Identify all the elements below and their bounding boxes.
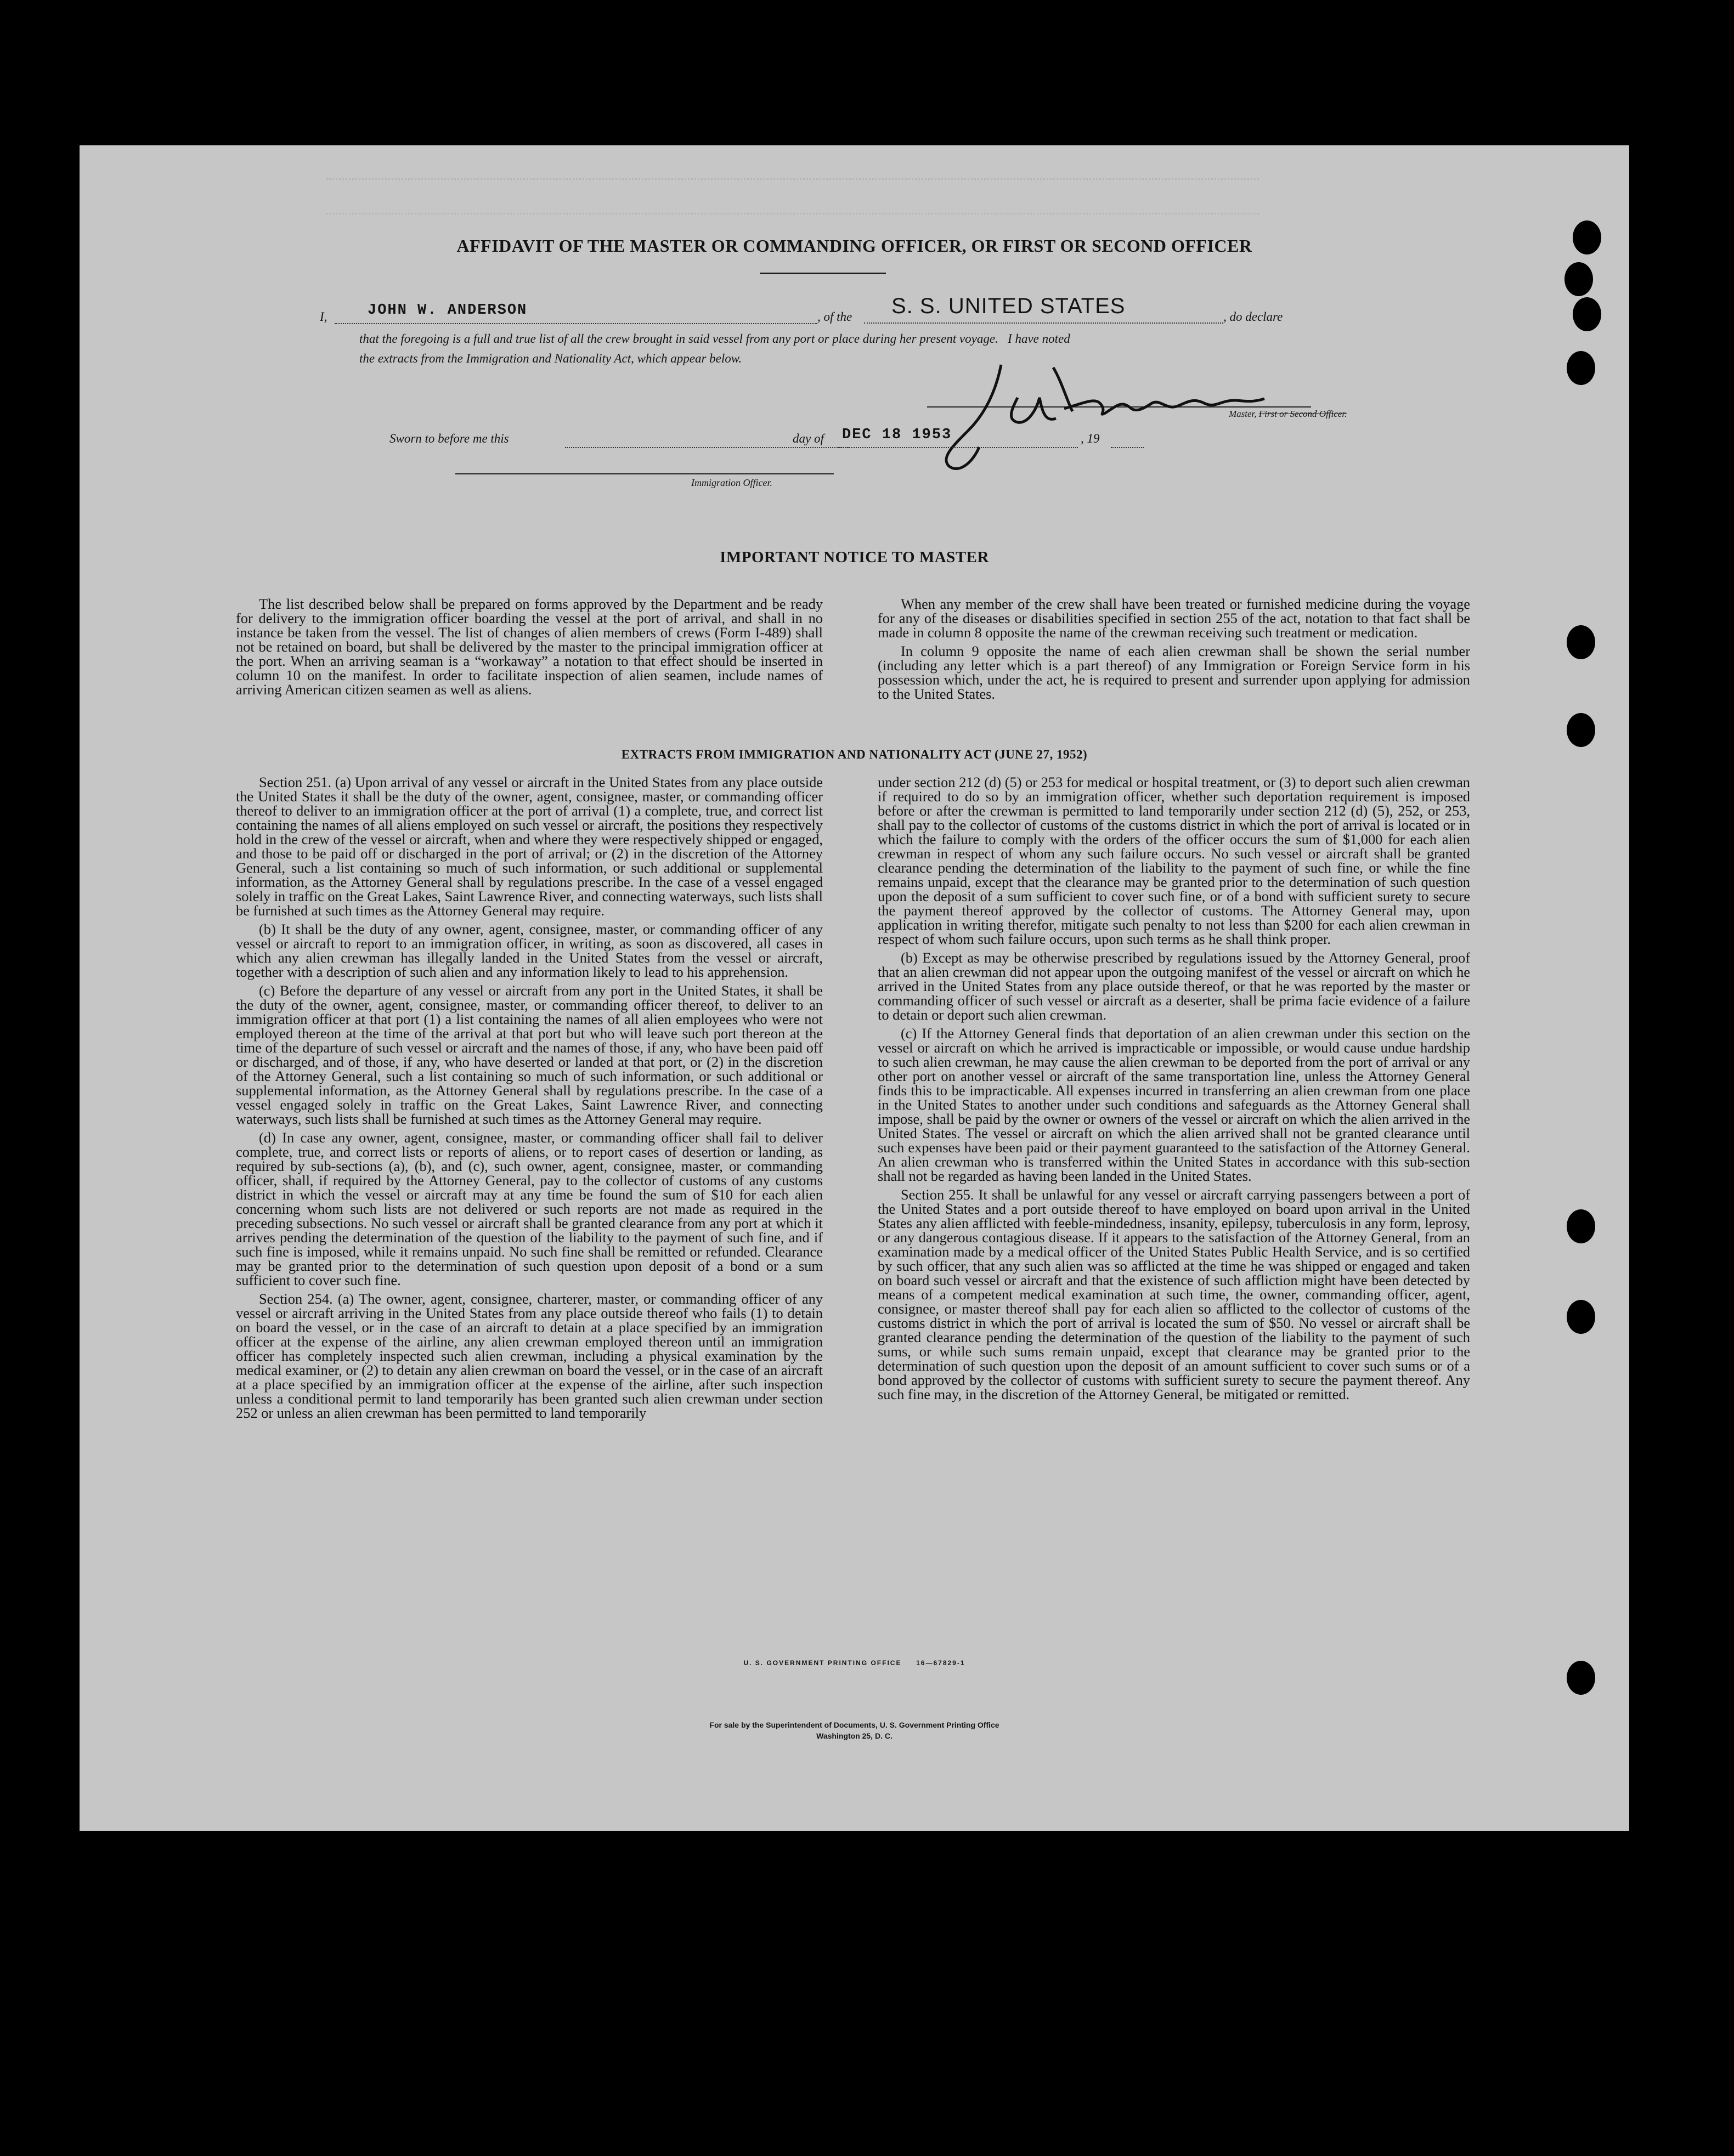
i-label: I, xyxy=(320,310,327,324)
extracts-heading: EXTRACTS FROM IMMIGRATION AND NATIONALITY ACT (JUNE 27, 1952) xyxy=(621,748,1088,761)
section-251-a: Section 251. (a) Upon arrival of any vessel or aircraft in the United States from any place outside the United States it shall be the duty of the owner, agent, consignee, master, or commanding officer thereof to deliver to an immigration officer at the port of arrival (1) a complete, true, and correct list containing the names of all aliens employed on such vessel or aircraft, the positions they respectively hold in the crew of the vessel or aircraft, when and where they were respectively shipped or engaged, and those to be paid off or discharged in the port of arrival; or (2) in the discretion of the Attorney General, such a list containing so much of such information, or such additional or supplemental information, as the Attorney General shall by regulations prescribe. In the case of a vessel engaged solely in traffic on the Great Lakes, Saint Lawrence River, and connecting waterways, such lists shall be furnished at such times as the Attorney General may require. xyxy=(236,774,823,919)
date-value: DEC 18 1953 xyxy=(842,427,952,443)
title-rule xyxy=(760,273,886,274)
immigration-officer-caption: Immigration Officer. xyxy=(691,477,772,488)
section-254-a: Section 254. (a) The owner, agent, consignee, charterer, master, or commanding officer of any vessel or aircraft arriving in the United States from any place outside thereof who fails (1) to detain on board the vessel, or in the case of an aircraft to detain at a place specified by an immigration officer at the expense of the airline, any alien crewman employed thereon until an immigration officer has completely inspected such alien crewman, including a physical examination by the medical examiner, or (2) to detain any alien crewman on board the vessel, or in the case of an aircraft at a place specified by an immigration officer at the expense of the airline, after such inspection unless a conditional permit to land temporarily has been granted such alien crewman under section 252 or unless an alien crewman has been permitted to land temporarily xyxy=(236,1291,823,1421)
of-the-label: , of the xyxy=(817,310,852,324)
year-field xyxy=(1111,431,1144,448)
section-251-c: (c) Before the departure of any vessel or aircraft from any port in the United States, it shall be the duty of the owner, agent, consignee, master, or commanding officer thereof, to deliver to an immigration officer at that port (1) a list containing the names of all alien employees who were not employed thereon at the time of the arrival at that port but who will leave such port thereon at the time of the departure of such vessel or aircraft and the names of those, if any, who have been paid off or discharged, and of those, if any, who have deserted or landed at that port, or (2) in the discretion of the Attorney General, such a list containing so much of such information, or such additional or supplemental information, as the Attorney General shall by regulations prescribe. In the case of a vessel engaged solely in traffic on the Great Lakes, Saint Lawrence River, and connecting waterways, such lists shall be furnished at such times as the Attorney General may require. xyxy=(236,982,823,1127)
sale-line-1: For sale by the Superintendent of Documents, U. S. Government Printing Office xyxy=(709,1721,999,1729)
sworn-label: Sworn to before me this xyxy=(389,432,509,445)
punch-hole xyxy=(1567,1209,1595,1243)
punch-hole xyxy=(1567,351,1595,385)
notice-right-column xyxy=(878,597,1470,701)
notice-title: IMPORTANT NOTICE TO MASTER xyxy=(720,548,989,566)
date-field xyxy=(837,422,1078,448)
notice-left-paragraph: The list described below shall be prepared on forms approved by the Department and be ready for delivery to the immigration officer boarding the vessel at the port of arrival, and shall in no instance be taken from the vessel. The list of changes of alien members of crews (Form I-489) shall not be retained on board, but shall be delivered by the master to the principal immigration officer at the port. When an arriving seaman is a “workaway” a notation to that effect should be inserted in column 10 on the manifest. In order to facilitate inspection of alien seamen, include names of arriving American citizen seamen as well as aliens. xyxy=(236,596,823,698)
punch-hole xyxy=(1567,1300,1595,1334)
section-254-b: (b) Except as may be otherwise prescribed by regulations issued by the Attorney General, proof that an alien crewman did not appear upon the outgoing manifest of the vessel or aircraft on which he arrived in the United States from any place outside thereof, or that he was reported by the master or commanding officer of such vessel or aircraft as a deserter, shall be prima facie evidence of a failure to detain or deport such alien crewman. xyxy=(878,949,1470,1023)
signature-caption xyxy=(1229,409,1347,420)
printer-line: U. S. GOVERNMENT PRINTING OFFICE 16—67829-1 xyxy=(743,1659,965,1667)
vessel-name-field xyxy=(864,291,1223,324)
caption-struck: First or Second Officer. xyxy=(1258,409,1347,419)
master-name-field xyxy=(335,295,817,324)
do-declare-label: , do declare xyxy=(1223,310,1283,324)
declaration-line-2: the extracts from the Immigration and Nationality Act, which appear below. xyxy=(359,352,742,365)
master-name: JOHN W. ANDERSON xyxy=(368,302,528,319)
punch-hole xyxy=(1564,262,1593,296)
immigration-officer-line xyxy=(455,473,834,474)
notice-right-paragraph-2: In column 9 opposite the name of each alien crewman shall be shown the serial number (including any letter which is a part thereof) of any Immigration or Foreign Service form in his possession which, under the act, he is required to present and surrender upon applying for admission to the United States. xyxy=(878,643,1470,702)
extracts-left-column xyxy=(236,775,823,1420)
punch-hole xyxy=(1567,1661,1595,1695)
day-of-label: day of xyxy=(793,432,824,445)
vessel-name: S. S. UNITED STATES xyxy=(891,294,1126,318)
section-254-a-cont: under section 212 (d) (5) or 253 for medical or hospital treatment, or (3) to deport such alien crewman if required to do so by an immigration officer, whether such deportation requirement is imposed before or after the crewman is permitted to land temporarily under section 212 (d) (5), 252, or 253, shall pay to the collector of customs of the customs district in which the port of arrival is located or in which the failure to comply with the orders of the officer occurs the sum of $1,000 for each alien crewman in respect of whom any such failure occurs. No such vessel or aircraft shall be granted clearance pending the determination of the liability to the payment of such fine, or while the fine remains unpaid, except that the clearance may be granted prior to the determination of such question upon the deposit of a sum sufficient to cover such fine, or of a bond with sufficient surety to secure the payment thereof approved by the collector of customs. The Attorney General may, upon application in writing therefor, mitigate such penalty to not less than $200 for each alien crewman in respect of whom such failure occurs, upon such terms as he shall think proper. xyxy=(878,774,1470,947)
punch-hole xyxy=(1573,297,1601,331)
section-251-b: (b) It shall be the duty of any owner, agent, consignee, master, or commanding officer of any vessel or aircraft to report to an immigration officer, in writing, as soon as discovered, all cases in which any alien crewman has illegally landed in the United States from the vessel or aircraft, together with a description of such alien and any information likely to lead to his apprehension. xyxy=(236,921,823,980)
notice-right-paragraph-1: When any member of the crew shall have been treated or furnished medicine during the voyage for any of the diseases or disabilities specified in section 255 of the act, notation to that fact shall be made in column 8 opposite the name of the crewman receiving such treatment or medication. xyxy=(878,596,1470,641)
affidavit-title: AFFIDAVIT OF THE MASTER OR COMMANDING OFFICER, OR FIRST OR SECOND OFFICER xyxy=(456,236,1252,256)
bleed-through-header xyxy=(326,178,1259,214)
section-251-d: (d) In case any owner, agent, consignee, master, or commanding officer shall fail to deliver complete, true, and correct lists or reports of aliens, or to report cases of desertion or landing, as required by sub-sections (a), (b), and (c), such owner, agent, consignee, master, or commanding officer, shall, if required by the Attorney General, pay to the collector of customs of any customs district in which the vessel or aircraft may at any time be found the sum of $10 for each alien concerning whom such lists are not delivered or such reports are not made as required in the preceding subsections. No such vessel or aircraft shall be granted clearance from any port at which it arrives pending the determination of the question of the liability to the payment of such fine, and if such fine is imposed, while it remains unpaid. No such fine shall be remitted or refunded. Clearance may be granted prior to the determination of such question upon deposit of a bond or a sum sufficient to cover such fine. xyxy=(236,1129,823,1288)
declaration-line-1: that the foregoing is a full and true list of all the crew brought in said vessel from any port or place during her present voyage. I have noted xyxy=(359,332,1070,346)
sale-line-2: Washington 25, D. C. xyxy=(816,1731,893,1740)
form-page xyxy=(80,145,1629,1831)
punch-hole xyxy=(1567,625,1595,659)
punch-hole xyxy=(1573,220,1601,254)
punch-hole xyxy=(1567,713,1595,747)
extracts-right-column xyxy=(878,775,1470,1401)
caption-master: Master, xyxy=(1229,409,1259,419)
section-255: Section 255. It shall be unlawful for any vessel or aircraft carrying passengers between a port of the United States and a port outside thereof to have employed on board upon arrival in the United States any alien afflicted with feeble-mindedness, insanity, epilepsy, tuberculosis in any form, leprosy, or any dangerous contagious disease. If it appears to the satisfaction of the Attorney General, from an examination made by a medical officer of the United States Public Health Service, and is so certified by such officer, that any such alien was so afflicted at the time he was shipped or engaged and taken on board such vessel or aircraft and that the existence of such affliction might have been detected by means of a competent medical examination at such time, the owner, commanding officer, agent, consignee, or master thereof shall pay for each alien so afflicted to the collector of customs of the customs district in which the port of arrival is located the sum of $50. No vessel or aircraft shall be granted clearance pending the determination of the question of the liability to the payment of such sums, or while such sums remain unpaid, except that clearance may be granted prior to the determination of such question upon the deposit of an amount sufficient to cover such sums or of a bond approved by the collector of customs with sufficient surety to secure the payment thereof. Any such fine may, in the discretion of the Attorney General, be mitigated or remitted. xyxy=(878,1186,1470,1402)
section-254-c: (c) If the Attorney General finds that deportation of an alien crewman under this section on the vessel or aircraft on which he arrived is impracticable or impossible, or would cause undue hardship to such alien crewman, he may cause the alien crewman to be deported from the port of arrival or any other port on another vessel or aircraft of the same transportation line, unless the Attorney General finds this to be impracticable. All expenses incurred in transferring an alien crewman from one place in the United States to another under such conditions and safeguards as the Attorney General shall impose, shall be paid by the owner or owners of the vessel or aircraft on which the alien arrived in the United States. The vessel or aircraft on which the alien arrived shall not be granted clearance until such expenses have been paid or their payment guaranteed to the satisfaction of the Attorney General. An alien crewman who is transferred within the United States in accordance with this sub-section shall not be regarded as having been landed in the United States. xyxy=(878,1025,1470,1184)
year-label: , 19 xyxy=(1081,432,1100,445)
